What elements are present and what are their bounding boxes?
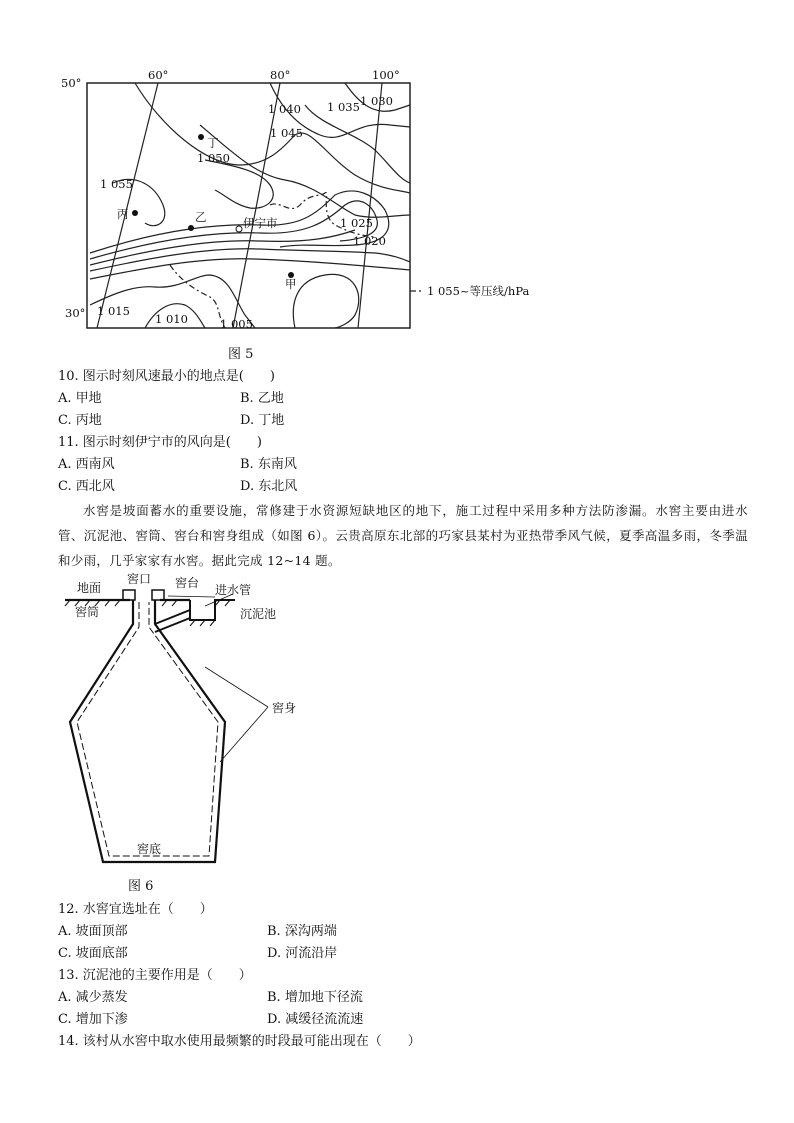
question-12-stem: 12. 水窖宜选址在（ ）	[58, 902, 213, 917]
isobar-line	[90, 249, 410, 271]
question-11-option-d[interactable]: D. 东北风	[240, 479, 298, 494]
figure-6-caption: 图 6	[128, 879, 154, 894]
label-ground: 地面	[77, 581, 102, 595]
question-11-stem: 11. 图示时刻伊宁市的风向是( )	[58, 435, 262, 450]
question-10-stem: 10. 图示时刻风速最小的地点是( )	[58, 369, 275, 384]
isobar-label: 1 055	[100, 177, 133, 191]
lon-60-label: 60°	[148, 68, 169, 82]
isobar-line	[200, 125, 410, 217]
question-12-option-b[interactable]: B. 深沟两端	[267, 924, 337, 939]
cellar-mouth-left	[123, 590, 135, 600]
question-11-option-c[interactable]: C. 西北风	[58, 479, 115, 494]
question-13-option-d[interactable]: D. 减缓径流流速	[267, 1012, 364, 1027]
question-13-option-a[interactable]: A. 减少蒸发	[58, 990, 128, 1005]
isobar-label: 1 045	[270, 126, 303, 140]
isobar-label: 1 040	[268, 102, 301, 116]
label-body: 窖身	[272, 701, 297, 715]
question-12-option-c[interactable]: C. 坡面底部	[58, 946, 128, 961]
isobar-label: 1 030	[360, 94, 393, 108]
place-label-ding: 丁	[207, 136, 219, 150]
lat-30-label: 30°	[65, 306, 86, 320]
isobar-label: 1 015	[97, 304, 130, 318]
meridian-60	[97, 83, 158, 328]
label-silt: 沉泥池	[240, 607, 277, 621]
isobar-line	[205, 160, 273, 208]
isobar-label: 1 035	[327, 100, 360, 114]
cellar-inner-lining	[77, 602, 218, 856]
question-12-option-a[interactable]: A. 坡面顶部	[58, 924, 128, 939]
cellar-mouth-right	[152, 590, 164, 600]
isobar-line	[305, 105, 410, 183]
figure-5-isobar-map	[55, 65, 555, 340]
question-14-stem: 14. 该村从水窖中取水使用最频繁的时段最可能出现在（ ）	[58, 1034, 421, 1049]
figure-6-water-cellar-diagram	[55, 572, 355, 872]
place-label-jia: 甲	[285, 277, 297, 291]
isobar-line	[90, 201, 377, 259]
question-10-option-b[interactable]: B. 乙地	[240, 391, 284, 406]
border-line	[270, 193, 375, 237]
place-label-city: 伊宁市	[243, 216, 278, 230]
question-13-stem: 13. 沉泥池的主要作用是（ ）	[58, 968, 252, 983]
place-dot-bing	[132, 210, 138, 216]
place-dot-city	[236, 226, 242, 232]
question-10-option-a[interactable]: A. 甲地	[58, 391, 102, 406]
inlet-pipe	[155, 618, 190, 632]
isobar-label: 1 010	[155, 312, 188, 326]
lon-100-label: 100°	[372, 68, 400, 82]
isobar-label: 1 020	[353, 234, 386, 248]
question-10-option-c[interactable]: C. 丙地	[58, 413, 102, 428]
isobar-label: 1 005	[220, 317, 253, 331]
isobar-label: 1 050	[197, 151, 230, 165]
meridian-100	[358, 83, 382, 328]
isobar-line	[90, 259, 410, 279]
question-13-option-b[interactable]: B. 增加地下径流	[267, 990, 363, 1005]
meridian-80	[233, 83, 280, 328]
question-11-option-b[interactable]: B. 东南风	[240, 457, 297, 472]
label-shaft: 窖筒	[75, 605, 100, 619]
leader-line	[168, 596, 215, 597]
cellar-shaft	[70, 600, 225, 862]
lon-80-label: 80°	[270, 68, 291, 82]
figure-5-caption: 图 5	[228, 347, 254, 362]
place-dot-yi	[188, 225, 194, 231]
label-bottom: 窖底	[137, 842, 162, 856]
label-mouth: 窖口	[127, 572, 152, 586]
question-10-option-d[interactable]: D. 丁地	[240, 413, 285, 428]
legend-label: 1 055~等压线/hPa	[427, 284, 530, 298]
question-13-option-c[interactable]: C. 增加下渗	[58, 1012, 128, 1027]
place-label-yi: 乙	[195, 210, 207, 224]
isobar-line	[293, 274, 358, 328]
question-12-option-d[interactable]: D. 河流沿岸	[267, 946, 338, 961]
place-dot-ding	[198, 134, 204, 140]
label-platform: 窖台	[175, 576, 200, 590]
label-inlet: 进水管	[215, 583, 252, 597]
inlet-pipe	[155, 610, 190, 624]
lat-50-label: 50°	[61, 76, 82, 90]
place-label-bing: 丙	[117, 207, 129, 221]
leader-line	[220, 707, 268, 762]
question-11-option-a[interactable]: A. 西南风	[58, 457, 115, 472]
isobar-label: 1 025	[340, 216, 373, 230]
passage-water-cellar: 水窖是坡面蓄水的重要设施，常修建于水资源短缺地区的地下，施工过程中采用多种方法防渗漏。水窖主要由进水管、沉泥池、窖筒、窖台和窖身组成（如图 6）。云贵高原东北部的巧家县某村为亚热带季风气候，夏季高温多雨，冬季温和少雨，几乎家家有水窖。据此完成 12~14 题。	[58, 503, 748, 568]
leader-line	[205, 667, 268, 707]
